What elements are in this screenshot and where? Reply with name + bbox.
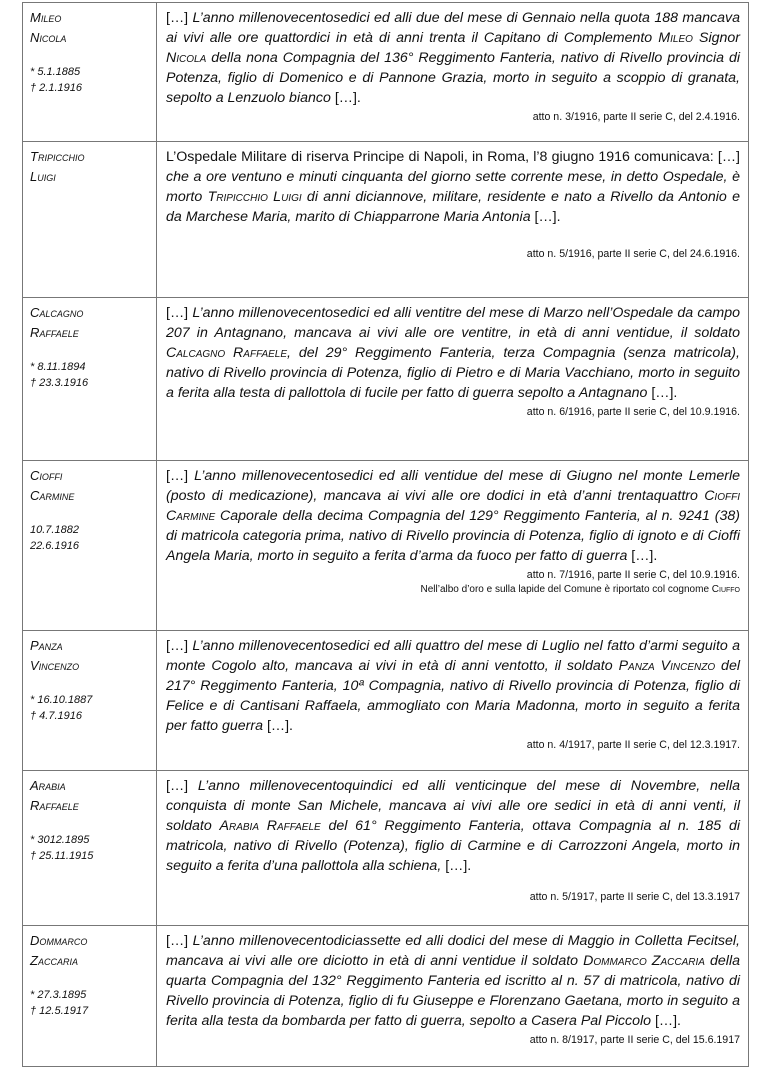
given-name: Vincenzo (30, 658, 80, 673)
record-cell (157, 142, 749, 298)
name-cell (23, 771, 157, 926)
table-row (23, 771, 749, 926)
life-dates (30, 522, 156, 554)
surname: Mileo (30, 10, 62, 25)
surname: Panza (30, 638, 63, 653)
death-date: † 2.1.1916 (30, 82, 82, 94)
name-cell (23, 461, 157, 631)
name-inline: Arabia Raffaele (219, 818, 321, 834)
surname: Dommarco (30, 933, 88, 948)
death-date: † 12.5.1917 (30, 1005, 89, 1017)
record-intro: L’Ospedale Militare di riserva Principe di Napoli, in Roma, l’8 giugno 1916 comunicava: […] (166, 149, 740, 165)
birth-date: * 27.3.1895 (30, 989, 87, 1001)
ellipsis: […]. (631, 548, 658, 564)
surname-inline: Mileo (658, 30, 693, 46)
surname: Arabia (30, 778, 66, 793)
ellipsis: […] (166, 933, 193, 949)
footnote-text: Nell’albo d’oro e sulla lapide del Comune è riportato col cognome (420, 584, 712, 595)
birth-date: * 8.11.1894 (30, 361, 86, 373)
record-quote: della nona Compagnia del 136° Reggimento Fanteria, nativo di Rivello provincia di Potenza, figlio di Domenico e di Pannone Grazia, morto in seguito a scoppio di granata, sepolto a Lenzuolo bianco (166, 50, 740, 106)
name-cell (23, 298, 157, 461)
given-name: Raffaele (30, 325, 79, 340)
record-quote: di anni diciannove, militare, residente e nato a Rivello da Antonio e da Marchese Maria, marito di Chiapparrone Maria Antonia (166, 189, 740, 225)
ellipsis: […] (166, 778, 198, 794)
record-quote: L’anno millenovecentosedici ed alli ventidue del mese di Giugno nel monte Lemerle (posto di medicazione), mancava ai vivi alle ore dodici in età d’anni trentaquattro (166, 468, 740, 504)
name-inline: Calcagno Raffaele (166, 345, 288, 361)
birth-date: * 3012.1895 (30, 834, 90, 846)
name-inline: Tripicchio Luigi (207, 189, 302, 205)
name-cell (23, 3, 157, 142)
record-quote: L’anno millenovecentosedici ed alli ventitre del mese di Marzo nell’Ospedale da campo 207 in Antagnano, mancava ai vivi alle ore ventitre, in età di anni ventidue, il soldato (166, 305, 740, 341)
name-inline: Dommarco Zaccaria (583, 953, 705, 969)
ellipsis: […]. (266, 718, 293, 734)
life-dates (30, 64, 156, 96)
record-quote: della quarta Compagnia del 132° Reggimento Fanteria ed iscritto al n. 57 di matricola, nativo di Rivello provincia di Potenza, figlio di fu Giuseppe e Florenzano Gaetana, morto in seguito a ferita alla testa da bombarda per fatto di guerra, sepolto a Casera Pal Piccolo (166, 953, 741, 1029)
footnote (166, 583, 740, 597)
surname: Cioffi (30, 468, 63, 483)
record-quote: Caporale della decima Compagnia del 129° Reggimento Fanteria, al n. 9241 (38) di matricola categoria prima, nativo di Rivello provincia di Potenza, figlio di ignoto e di Cioffi Angela Maria, morto in seguito a ferita d’arma da fuoco per fatto di guerra (166, 508, 740, 564)
name-cell (23, 926, 157, 1067)
record-quote: , del 29° Reggimento Fanteria, terza Compagnia (senza matricola), nativo di Rivello provincia di Potenza, figlio di Pietro e di Maria Vacchiano, morto in seguito a ferita alla testa di pallottola di fucile per fatto di guerra sepolto a Antagnano (166, 345, 740, 401)
death-date: 22.6.1916 (30, 540, 79, 552)
birth-date: * 16.10.1887 (30, 694, 93, 706)
given-name: Raffaele (30, 798, 79, 813)
name-cell (23, 142, 157, 298)
table-row (23, 298, 749, 461)
act-reference: atto n. 4/1917, parte II serie C, del 12.3.1917. (526, 739, 740, 751)
record-cell (157, 3, 749, 142)
death-date: † 4.7.1916 (30, 710, 82, 722)
life-dates (30, 692, 156, 724)
record-cell (157, 631, 749, 771)
table-row (23, 926, 749, 1067)
act-reference: atto n. 7/1916, parte II serie C, del 10.9.1916. (526, 569, 740, 581)
record-quote: L’anno millenovecentodiciassette ed alli dodici del mese di Maggio in Colletta Fecitsel, mancava ai vivi alle ore diciotto in età di anni ventidue il soldato (166, 933, 741, 969)
act-reference: atto n. 5/1917, parte II serie C, del 13.3.1917 (529, 891, 740, 903)
table-row (23, 631, 749, 771)
life-dates (30, 987, 156, 1019)
record-quote: L’anno millenovecentosedici ed alli quattro del mese di Luglio nel fatto d’armi seguito a monte Cogolo alto, mancava ai vivi in età di anni ventotto, il soldato (166, 638, 741, 674)
record-text (166, 303, 740, 403)
table-row (23, 461, 749, 631)
surname: Calcagno (30, 305, 84, 320)
given-name: Zaccaria (30, 953, 78, 968)
ellipsis: […]. (654, 1013, 681, 1029)
name-inline: Panza Vincenzo (618, 658, 716, 674)
name-inline: Cioffi Carmine (166, 488, 740, 524)
record-text (166, 466, 740, 566)
ellipsis: […]. (651, 385, 678, 401)
act-reference: atto n. 8/1917, parte II serie C, del 15.6.1917 (529, 1034, 740, 1046)
record-cell (157, 461, 749, 631)
birth-date: * 5.1.1885 (30, 66, 81, 78)
act-reference: atto n. 5/1916, parte II serie C, del 24.6.1916. (526, 248, 740, 260)
given-name: Luigi (30, 169, 56, 184)
table-row (23, 142, 749, 298)
record-text (166, 8, 740, 108)
death-date: † 25.11.1915 (30, 850, 94, 862)
death-date: † 23.3.1916 (30, 377, 89, 389)
ellipsis: […] (166, 468, 195, 484)
given-name: Nicola (30, 30, 67, 45)
record-cell (157, 771, 749, 926)
ellipsis: […] (166, 305, 193, 321)
record-text (166, 931, 740, 1031)
ellipsis: […] (166, 638, 193, 654)
ellipsis: […]. (445, 858, 472, 874)
record-text (166, 636, 740, 736)
record-cell (157, 926, 749, 1067)
record-quote: L’anno millenovecentoquindici ed alli venticinque del mese di Novembre, nella conquista di monte San Michele, mancava ai vivi alle ore sedici in età di anni venti, il soldato (166, 778, 740, 834)
record-quote: che a ore ventuno e minuti cinquanta del giorno sette corrente mese, in detto Ospedale, è morto (166, 169, 740, 205)
record-quote: Signor (692, 30, 740, 46)
act-reference: atto n. 6/1916, parte II serie C, del 10.9.1916. (526, 406, 740, 418)
ellipsis: […] (166, 10, 193, 26)
name-cell (23, 631, 157, 771)
ellipsis: […]. (534, 209, 561, 225)
life-dates (30, 832, 156, 864)
birth-date: 10.7.1882 (30, 524, 79, 536)
table-row (23, 3, 749, 142)
record-cell (157, 298, 749, 461)
act-reference: atto n. 3/1916, parte II serie C, del 2.4.1916. (532, 111, 740, 123)
record-text (166, 776, 740, 876)
given-inline: Nicola (166, 50, 207, 66)
record-quote: del 61° Reggimento Fanteria, ottava Compagnia al n. 185 di matricola, nativo di Rivello (Potenza), figlio di Carmine e di Carrozzoni Angela, morto in seguito a ferita d’una pallottola alla schiena, (166, 818, 740, 874)
record-quote: L’anno millenovecentosedici ed alli due del mese di Gennaio nella quota 188 mancava ai vivi alle ore quattordici in età di anni trenta il Capitano di Complemento (166, 10, 740, 46)
surname: Tripicchio (30, 149, 85, 164)
life-dates (30, 359, 156, 391)
record-quote: del 217° Reggimento Fanteria, 10ª Compagnia, nativo di Rivello provincia di Potenza, figlio di Felice e di Cantisani Raffaela, ammogliato con Maria Madonna, morto in seguito a ferita per fatto guerra (166, 658, 740, 734)
death-register-table (22, 2, 749, 1067)
footnote-surname: Ciuffo (711, 584, 740, 595)
ellipsis: […]. (334, 90, 361, 106)
record-text (166, 147, 740, 227)
given-name: Carmine (30, 488, 75, 503)
